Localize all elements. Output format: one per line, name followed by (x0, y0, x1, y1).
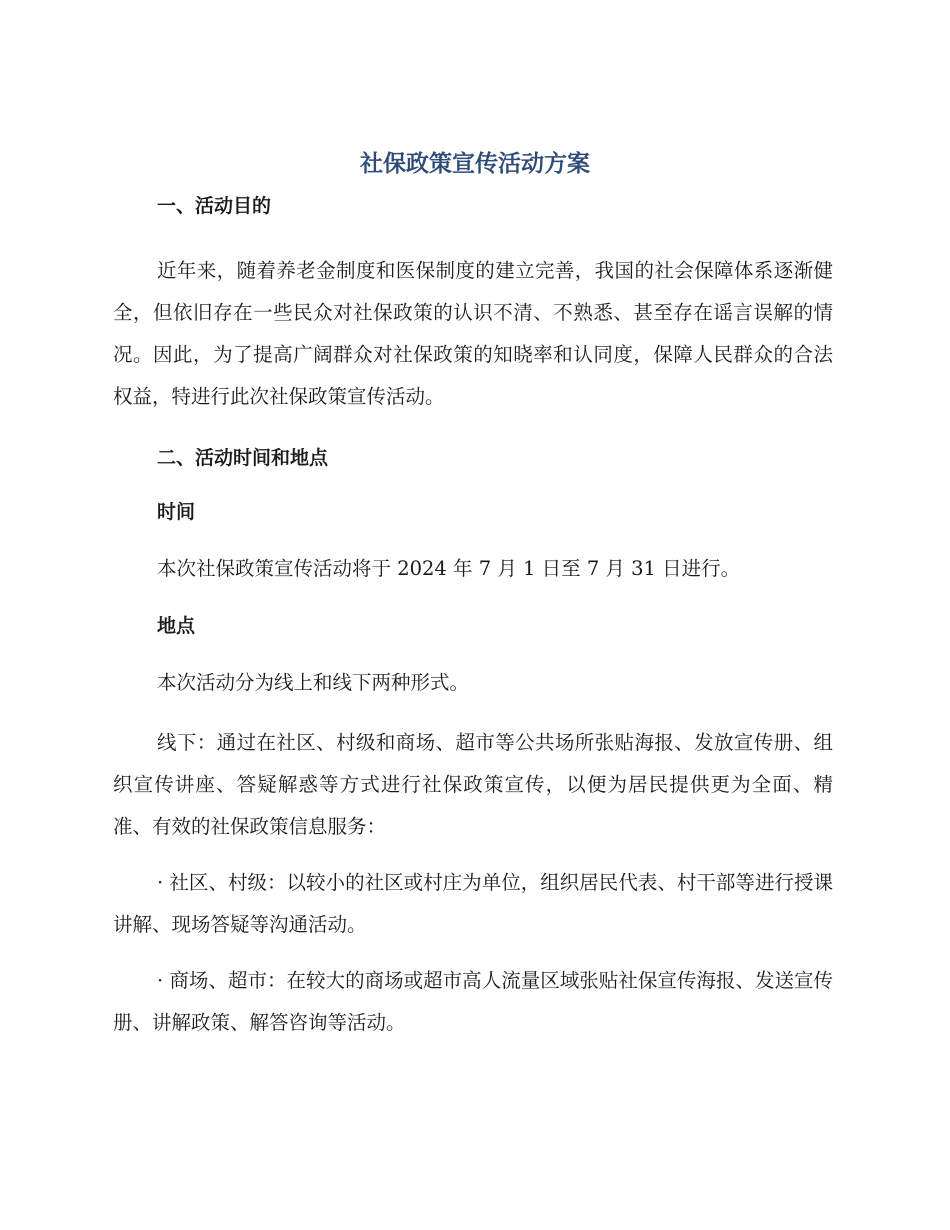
offline-paragraph: 线下：通过在社区、村级和商场、超市等公共场所张贴海报、发放宣传册、组织宣传讲座、答疑解惑等方式进行社保政策宣传，以便为居民提供更为全面、精准、有效的社保政策信息服务： (113, 731, 833, 838)
section-heading-purpose: 一、活动目的 (157, 195, 272, 217)
subheading-time: 时间 (157, 501, 196, 523)
subheading-place: 地点 (157, 615, 196, 637)
forms-paragraph: 本次活动分为线上和线下两种形式。 (157, 671, 470, 694)
document-body (113, 188, 833, 1044)
purpose-paragraph: 近年来，随着养老金制度和医保制度的建立完善，我国的社会保障体系逐渐健全，但依旧存在一些民众对社保政策的认识不清、不熟悉、甚至存在谣言误解的情况。因此，为了提高广阔群众对社保政策的知晓率和认同度，保障人民群众的合法权益，特进行此次社保政策宣传活动。 (113, 259, 833, 408)
section-heading-time-place: 二、活动时间和地点 (157, 447, 329, 469)
time-paragraph: 本次社保政策宣传活动将于 2024 年 7 月 1 日至 7 月 31 日进行。 (157, 557, 741, 580)
document-title: 社保政策宣传活动方案 (360, 151, 590, 177)
list-item-mall: · 商场、超市：在较大的商场或超市高人流量区域张贴社保宣传海报、发送宣传册、讲解政策、解答咨询等活动。 (113, 969, 833, 1034)
list-item-community: · 社区、村级：以较小的社区或村庄为单位，组织居民代表、村干部等进行授课讲解、现场答疑等沟通活动。 (113, 871, 833, 936)
